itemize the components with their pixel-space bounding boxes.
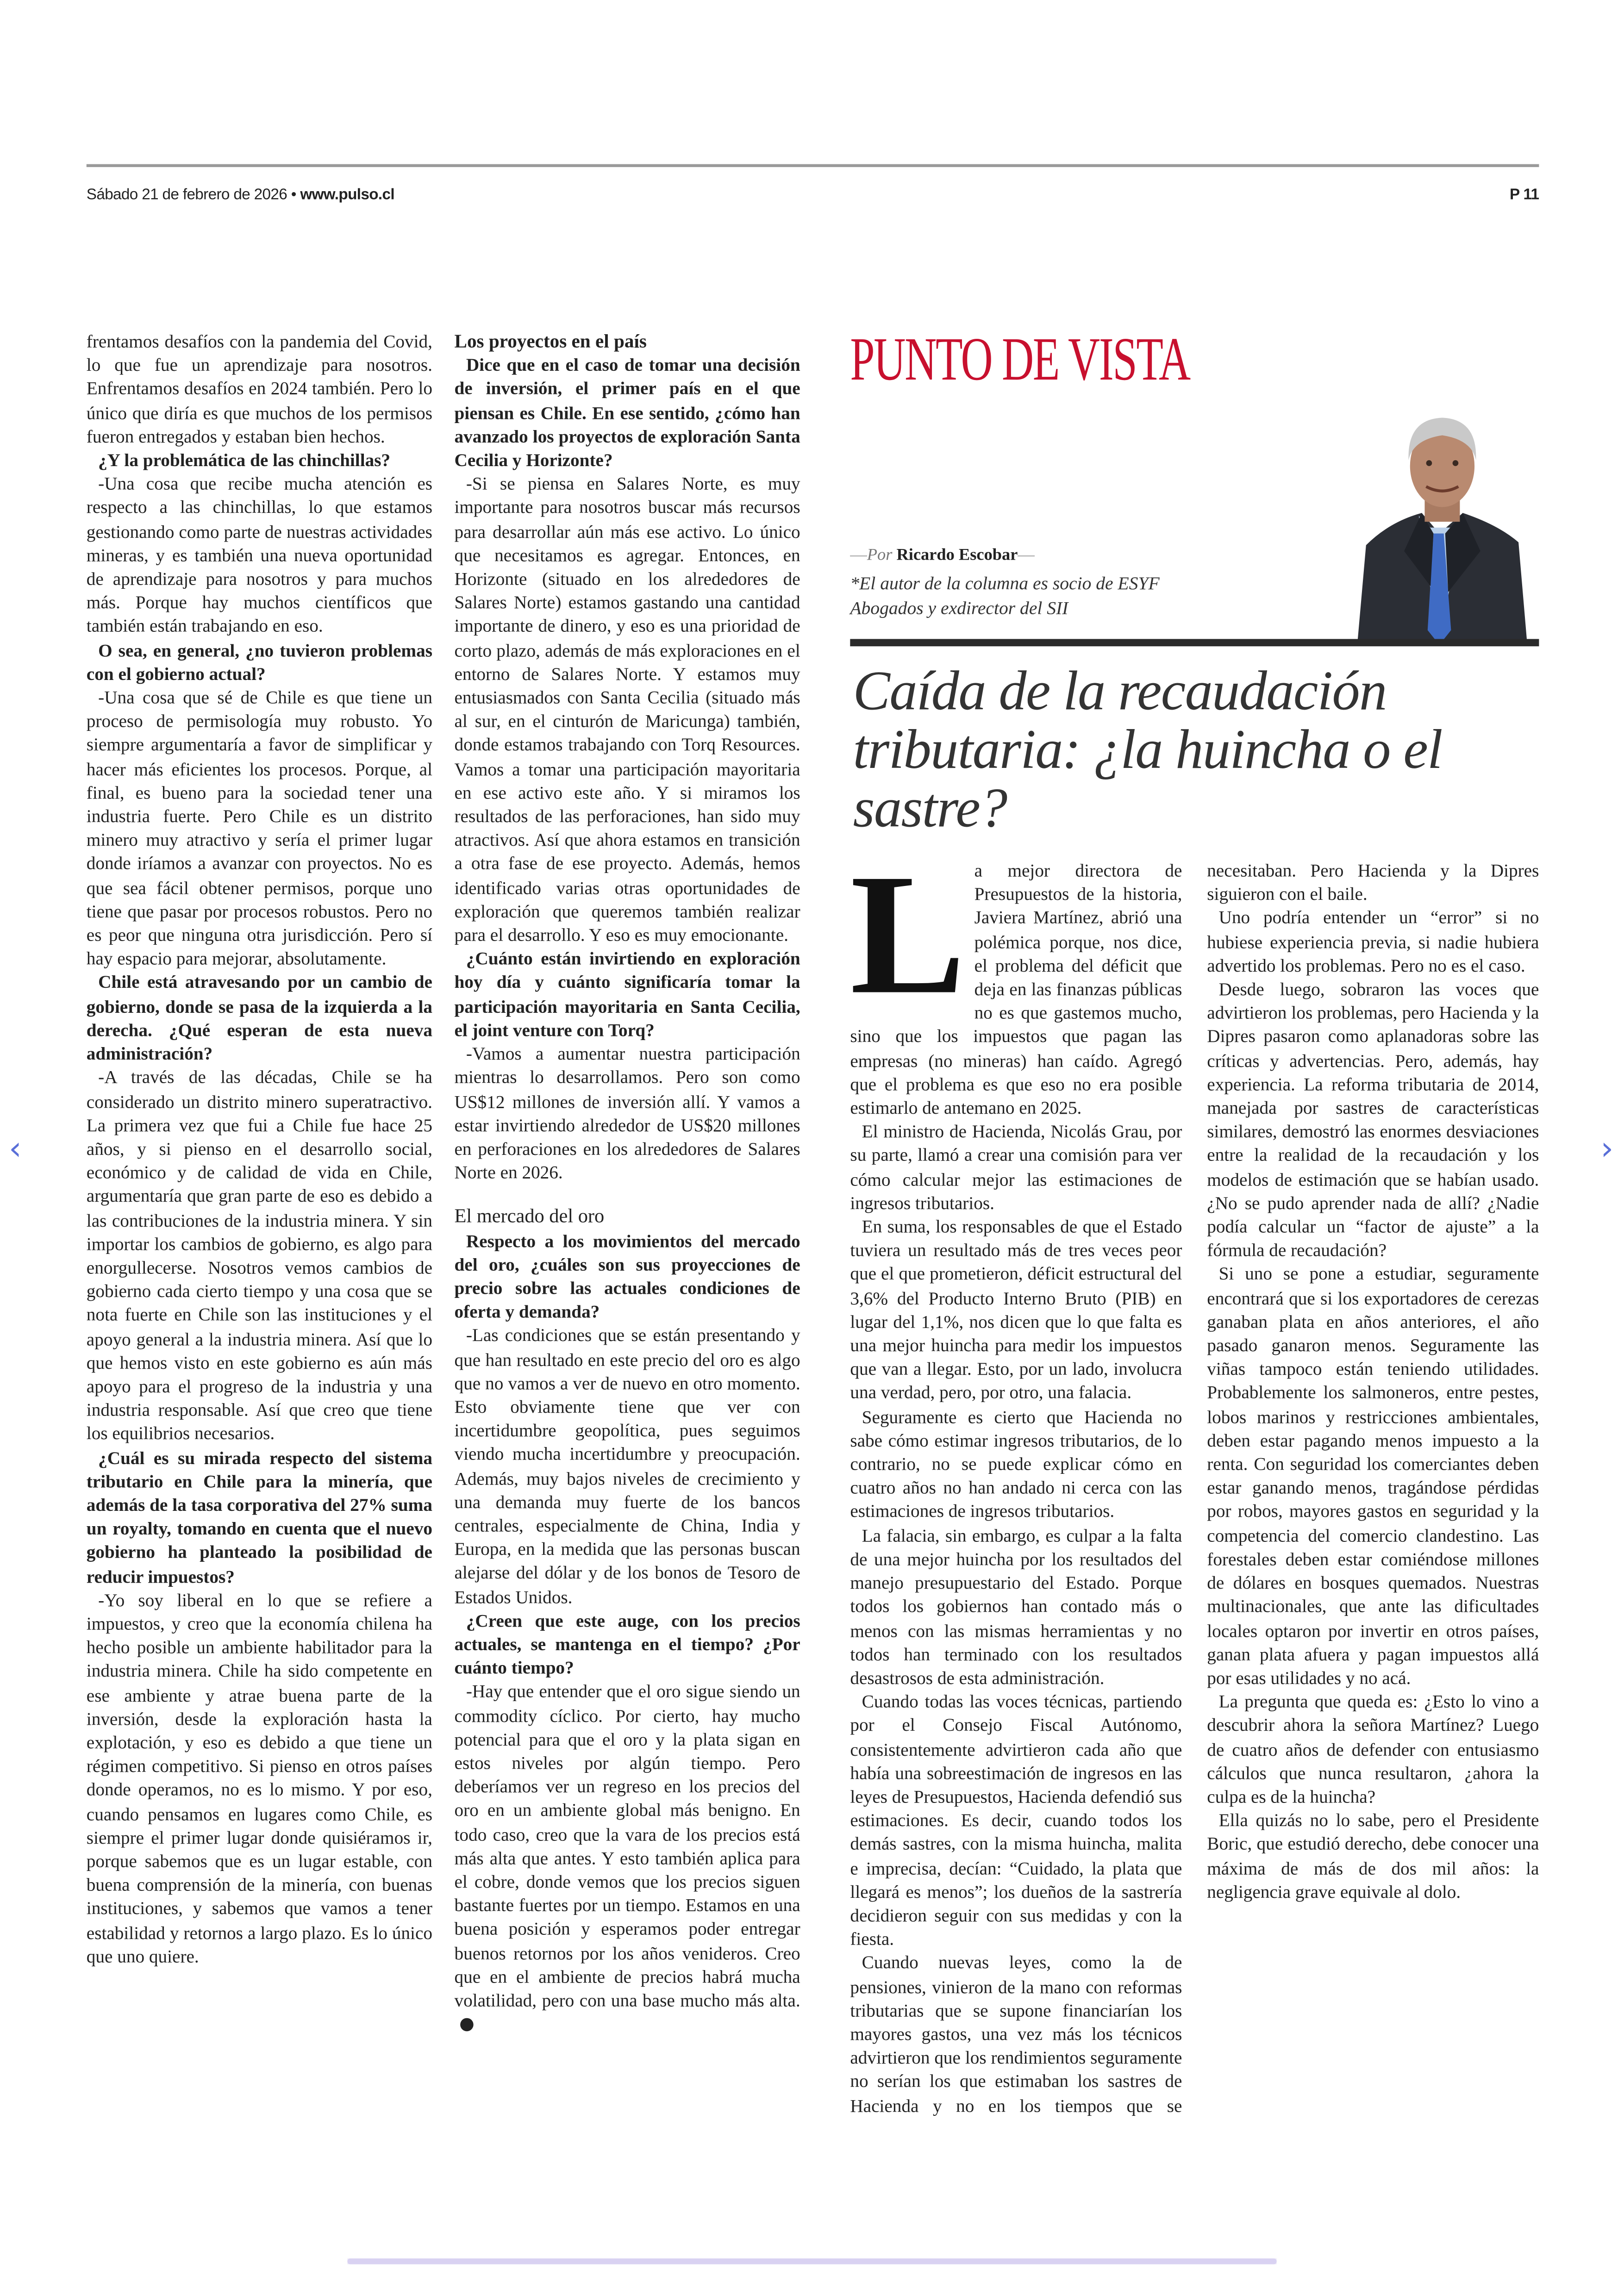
byline: —Por Ricardo Escobar— bbox=[850, 546, 1035, 564]
interview-question bbox=[454, 947, 800, 1042]
subheading bbox=[454, 330, 800, 353]
interview-answer bbox=[454, 1324, 800, 1609]
paragraph-text: -Las condiciones que se están presentando y que han resultado en este precio del oro es algo que no vamos a ver de nuevo en otro momento. Esto obviamente tiene que ver con incertidumbre geopolítica, pues seguimos viendo mucha incertidumbre y preocupación. Además, muy bajos niveles de crecimiento y una demanda muy fuerte de los bancos centrales, especialmente de China, India y Europa, en la medida que las personas buscan alejarse del dólar y de los bonos de Tesoro de Estados Unidos. bbox=[454, 1325, 800, 1607]
interview-question bbox=[87, 449, 432, 472]
paragraph-text: Uno podría entender un “error” si no hubiese experiencia previa, si nadie hubiera advertido los problemas. Pero no es el caso. bbox=[1207, 908, 1539, 976]
article-paragraph bbox=[850, 838, 1182, 1120]
date: Sábado 21 de febrero de 2026 bbox=[86, 186, 287, 204]
paragraph-text: En suma, los responsables de que el Estado tuviera un resultado más de tres veces peor que el que prometieron, déficit estructural del 3,6% del Producto Interno Bruto (PIB) en lugar del 1,1%, nos dicen que lo que falta es una mejor huincha para medir los impuestos que van a llegar. Esto, por un lado, involucra una verdad, pero, por otro, una falacia. bbox=[850, 1216, 1182, 1403]
author-name: Ricardo Escobar bbox=[896, 546, 1018, 564]
separator: • bbox=[287, 186, 300, 204]
opinion-article-body bbox=[850, 838, 1539, 2137]
paragraph-text: El mercado del oro bbox=[454, 1205, 605, 1228]
horizontal-scrollbar-thumb[interactable] bbox=[347, 2258, 1276, 2264]
interview-answer bbox=[454, 1680, 800, 2037]
article-paragraph bbox=[1207, 906, 1539, 978]
interview-answer bbox=[87, 472, 432, 638]
paragraph-text: -Hay que entender que el oro sigue siendo un commodity cíclico. Por cierto, hay mucho potencial para que el oro y la plata sigan en estos niveles por algún tiempo. Pero deberíamos ver un regreso en los precios del oro en un ambiente global más benigno. En todo caso, creo que la vara de los precios está más alta que antes. Y esto también aplica para el cobre, donde vemos que los precios siguen bastante fuertes por un tiempo. Estamos en una buena posición y esperamos poder entregar buenos retornos por los años venideros. Creo que en el ambiente de precios habrá mucha volatilidad, pero con una base mucho más alta. bbox=[454, 1681, 800, 2011]
article-paragraph bbox=[850, 1524, 1182, 1690]
interview-question bbox=[87, 971, 432, 1066]
paragraph-text: Seguramente es cierto que Hacienda no sabe cómo estimar ingresos tributarios, de lo contrario, no se puede explicar cómo en cuatro años no han andado ni cerca con las estimaciones de ingresos tributarios. bbox=[850, 1406, 1182, 1522]
article-paragraph bbox=[850, 1215, 1182, 1405]
interview-question bbox=[87, 1446, 432, 1589]
affiliation-line-2: Abogados y exdirector del SII bbox=[850, 598, 1068, 619]
paragraph-text: -A través de las décadas, Chile se ha considerado un distrito minero superatractivo. La primera vez que fui a Chile fue hace 25 años, y si pienso en el desarrollo social, económico y de calidad de vida en Chile, argumentaría que gran parte de eso es debido a las contribuciones de la industria minera. Y sin importar los cambios de gobierno, es algo para enorgullecerse. Nosotros vemos cambios de gobierno cada cierto tiempo y una cosa que se nota fuerte en Chile son las instituciones y el apoyo general a la industria minera. Así que lo que hemos visto en este gobierno es aún más apoyo para el progreso de la industria y una industria responsable. Así que creo que tiene los equilibrios necesarios. bbox=[86, 1067, 432, 1444]
paragraph-text: Si uno se pone a estudiar, seguramente encontrará que si los exportadores de cerezas ganaban plata en años anteriores, el año pasado ganaron menos. Seguramente las viñas tampoco están teniendo utilidades. Probablemente los salmoneros, entre pestes, lobos marinos y restricciones ambientales, deben estar pagando menos impuesto a la renta. Con seguridad los comerciantes deben estar ganando menos, tragándose pérdidas por robos, mayores gastos en seguridad y la competencia del comercio clandestino. Las forestales deben estar comiéndose millones de dólares en bosques quemados. Nuestras multinacionales, que ante las dificultades locales optaron por invertir en otros países, ganan plata afuera y pagan impuestos allá por esas utilidades y no acá. bbox=[1207, 1264, 1539, 1689]
paragraph-text: -Vamos a aumentar nuestra participación mientras lo desarrollamos. Pero son como US$12 millones de inversión allí. Y vamos a estar invirtiendo alrededor de US$20 millones en perforaciones en los alrededores de Salares Norte en 2026. bbox=[454, 1043, 800, 1183]
paragraph-text: Chile está atravesando por un cambio de gobierno, donde se pasa de la izquierda a la derecha. ¿Qué esperan de esta nueva administración? bbox=[86, 972, 432, 1064]
article-paragraph bbox=[850, 1405, 1182, 1524]
paragraph-text: ¿Y la problemática de las chinchillas? bbox=[98, 450, 391, 471]
end-mark-icon bbox=[460, 2018, 473, 2031]
affiliation-line-1: *El autor de la columna es socio de ESYF bbox=[850, 573, 1160, 594]
page-dateline bbox=[87, 186, 394, 204]
interview-question bbox=[454, 1609, 800, 1680]
paragraph-text: Cuando nuevas leyes, como la de pensiones, vinieron de la mano con reformas tributarias que se supone financiarían los mayores gastos, una vez más los técnicos advirtieron que los rendimientos seguramente no serían los que estimaban los sastres de Hacienda y no en los tiempos que se necesitaban. Pero Hacienda y la Dipres siguieron con el baile. bbox=[850, 860, 1539, 2116]
interview-column-1 bbox=[87, 330, 432, 2139]
article-paragraph bbox=[1207, 978, 1539, 1263]
paragraph-text: Respecto a los movimientos del mercado del oro, ¿cuáles son sus proyecciones de precio sobre las actuales condiciones de oferta y demanda? bbox=[454, 1230, 800, 1322]
section-rule bbox=[850, 639, 1539, 646]
author-affiliation bbox=[850, 572, 1159, 622]
interview-answer bbox=[87, 1066, 432, 1446]
paragraph-text: Ella quizás no lo sabe, pero el Presidente Boric, que estudió derecho, debe conocer una máxima de más de dos mil años: la negligencia grave equivale al dolo. bbox=[1207, 1810, 1539, 1902]
interview-question bbox=[454, 354, 800, 473]
headline: Caída de la recaudación tributaria: ¿la huincha o el sastre? bbox=[853, 661, 1443, 840]
interview-answer bbox=[454, 1042, 800, 1185]
byline-prefix: Por bbox=[867, 546, 893, 564]
paragraph-text: O sea, en general, ¿no tuvieron problemas con el gobierno actual? bbox=[86, 640, 432, 685]
paragraph-text: a mejor directora de Presupuestos de la historia, Javiera Martínez, abrió una polémica porque, nos dice, el problema del déficit que deja en las finanzas públicas no es que gastemos mucho, sino que los impuestos que pagan las empresas (no mineras) han caído. Agregó que el problema es que eso no era posible estimarlo de antemano en 2025. bbox=[850, 860, 1182, 1118]
top-rule bbox=[87, 164, 1539, 167]
paragraph-text: ¿Cuánto están invirtiendo en exploración hoy día y cuánto significaría tomar la participación mayoritaria en Santa Cecilia, el joint venture con Torq? bbox=[454, 948, 800, 1041]
interview-question bbox=[87, 638, 432, 686]
interview-answer bbox=[454, 472, 800, 947]
paragraph-text: frentamos desafíos con la pandemia del Covid, lo que fue un aprendizaje para nosotros. Enfrentamos desafíos en 2024 también. Pero lo único que diría es que muchos de los permisos fueron entregados y estaban bien hechos. bbox=[86, 331, 432, 447]
interview-column-2 bbox=[454, 330, 800, 2139]
paragraph-text: Dice que en el caso de tomar una decisión de inversión, el primer país en el que piensan es Chile. En ese sentido, ¿cómo han avanzado los proyectos de exploración Santa Cecilia y Horizonte? bbox=[454, 355, 800, 471]
article-paragraph bbox=[850, 1120, 1182, 1215]
paragraph-text: -Yo soy liberal en lo que se refiere a impuestos, y creo que la economía chilena ha hecho posible un ambiente habilitador para la industria minera. Chile ha sido competente en ese ambiente y atrae buena parte de la inversión, desde la exploración hasta la explotación, y eso es debido a que tiene un régimen competitivo. Si pienso en otros países donde operamos, no es lo mismo. Y por eso, cuando pensamos en lugares como Chile, es siempre el primer lugar donde quisiéramos ir, porque sabemos que es un lugar estable, con buena comprensión de la minería, con buenas instituciones, y sabemos que vamos a tener estabilidad y retornos a largo plazo. Es lo único que uno quiere. bbox=[86, 1590, 432, 1967]
article-paragraph bbox=[850, 1690, 1182, 1951]
paragraph-text: Los proyectos en el país bbox=[454, 330, 647, 352]
chevron-left-icon[interactable]: ‹ bbox=[8, 1131, 22, 1168]
paragraph-text: La falacia, sin embargo, es culpar a la falta de una mejor huincha por los resultados del manejo presupuestario del Estado. Porque todos los gobiernos han contado más o menos con las mismas herramientas y no todos han terminado con los resultados desastrosos de esta administración. bbox=[850, 1525, 1182, 1689]
paragraph-text: El ministro de Hacienda, Nicolás Grau, por su parte, llamó a crear una comisión para ver cómo calcular mejor las estimaciones de ingresos tributarios. bbox=[850, 1121, 1182, 1214]
article-paragraph bbox=[1207, 1262, 1539, 1690]
page-number: P 11 bbox=[1509, 186, 1539, 204]
paragraph-text: ¿Creen que este auge, con los precios actuales, se mantenga en el tiempo? ¿Por cuánto tiempo? bbox=[454, 1610, 800, 1678]
section-title: PUNTO DE VISTA bbox=[850, 327, 1190, 394]
drop-cap: L bbox=[850, 838, 966, 1030]
paragraph-text: -Si se piensa en Salares Norte, es muy importante para nosotros buscar más recursos para desarrollar aún más ese activo. Lo único que necesitamos es agregar. Entonces, en Horizonte (situado en los alrededores de Salares Norte) estamos gastando una cantidad importante de dinero, y eso es una prioridad de corto plazo, además de más exploraciones en el entorno de Salares Norte. Y estamos muy entusiasmados con Santa Cecilia (situado más al sur, en el cinturón de Maricunga) también, donde estamos trabajando con Torq Resources. Vamos a tomar una participación mayoritaria en ese activo este año. Y si miramos los resultados de las perforaciones, han sido muy atractivos. Así que ahora estamos en transición a otra fase de ese proyecto. Además, hemos identificado varias otras oportunidades de exploración que queremos también realizar para el desarrollo. Y eso es muy emocionante. bbox=[454, 474, 800, 946]
article-paragraph bbox=[1207, 1809, 1539, 1903]
paragraph-text: Desde luego, sobraron las voces que advirtieron los problemas, pero Hacienda y la Dipres pasaron como aplanadoras sobre las críticas y advertencias. Pero, además, hay experiencia. La reforma tributaria de 2014, manejada por sastres de características similares, demostró las enormes desviaciones entre la realidad de la recaudación y los modelos de estimación que se habían usado. ¿No se pudo aprender nada de allí? ¿Nadie podía calcular un “factor de ajuste” a la fórmula de recaudación? bbox=[1207, 979, 1539, 1261]
paragraph-text: ¿Cuál es su mirada respecto del sistema tributario en Chile para la minería, que además de la tasa corporativa del 27% suma un royalty, tomando en cuenta que el nuevo gobierno ha planteado la posibilidad de reducir impuestos? bbox=[86, 1447, 432, 1587]
site-link[interactable]: www.pulso.cl bbox=[300, 186, 394, 204]
subheading bbox=[454, 1205, 800, 1229]
interview-answer bbox=[87, 686, 432, 971]
paragraph-text: -Una cosa que sé de Chile es que tiene un proceso de permisología muy robusto. Yo siempre argumentaría a favor de simplificar y hacer más eficientes los procesos. Porque, al final, es bueno para la sociedad tener una industria fuerte. Pero Chile es un distrito minero muy atractivo y sería el primer lugar donde iríamos a avanzar con proyectos. No es que sea fácil obtener permisos, porque uno tiene que pasar por procesos robustos. Pero no es peor que ninguna otra jurisdicción. Pero sí hay espacio para mejorar, absolutamente. bbox=[86, 687, 432, 969]
chevron-right-icon[interactable]: › bbox=[1600, 1131, 1614, 1168]
paragraph-text: La pregunta que queda es: ¿Esto lo vino a descubrir ahora la señora Martínez? Luego de cuatro años de defender con entusiasmo cálculos que nunca resultaron, ¿ahora la culpa es de la huincha? bbox=[1207, 1691, 1539, 1807]
paragraph-text: Cuando todas las voces técnicas, partiendo por el Consejo Fiscal Autónomo, consistentemente advirtieron cada año que había una sobreestimación de ingresos en las leyes de Presupuestos, Hacienda defendió sus estimaciones. Es decir, cuando todos los demás sastres, con la misma huincha, malita e imprecisa, decían: “Cuidado, la plata que llegará es menos”; los dueños de la sastrería decidieron seguir con sus medidas y con la fiesta. bbox=[850, 1691, 1182, 1950]
paragraph-text: -Una cosa que recibe mucha atención es respecto a las chinchillas, lo que estamos gestionando como parte de nuestras actividades mineras, y es también una nueva oportunidad de aprendizaje para nosotros y para muchos más. Porque hay muchos científicos que también están trabajando en eso. bbox=[86, 474, 432, 637]
article-paragraph bbox=[1207, 1690, 1539, 1809]
interview-answer bbox=[87, 330, 432, 449]
interview-question bbox=[454, 1229, 800, 1324]
author-photo bbox=[1345, 411, 1533, 645]
interview-answer bbox=[87, 1588, 432, 1968]
